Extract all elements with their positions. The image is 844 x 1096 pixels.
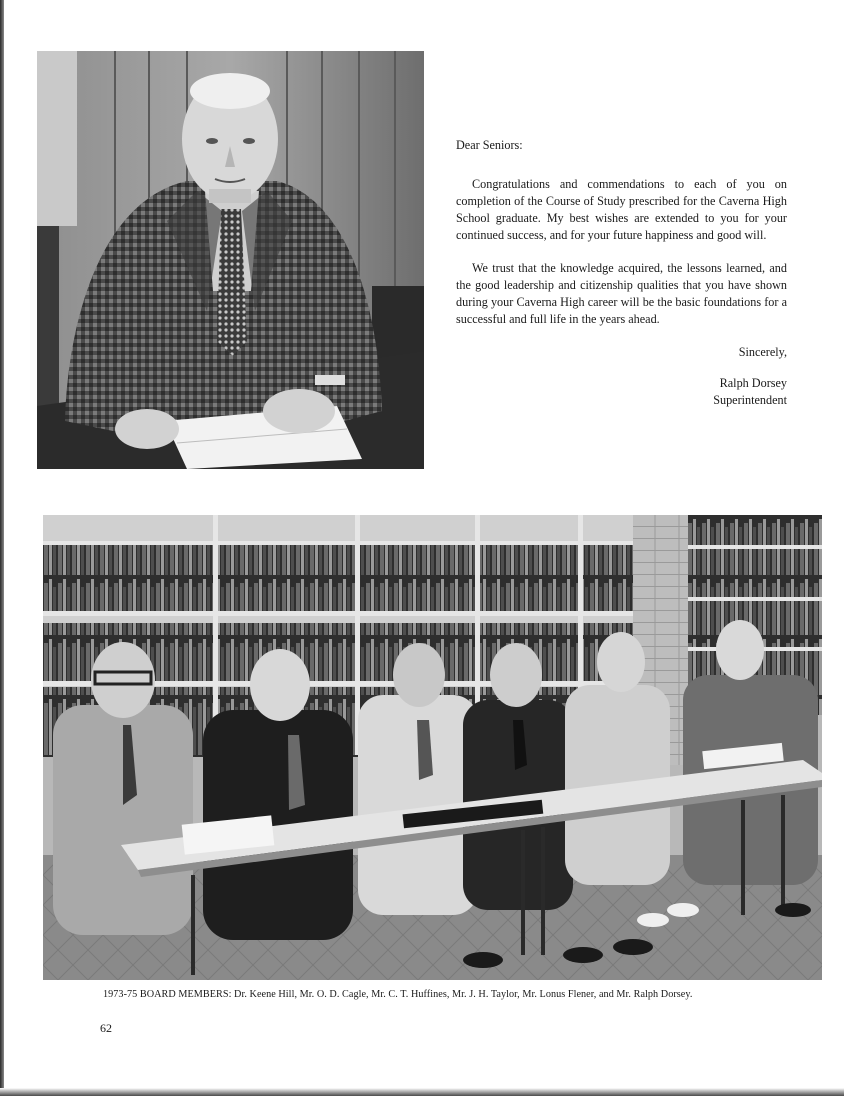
signer-name: Ralph Dorsey <box>719 376 787 390</box>
letter-paragraph-2: We trust that the knowledge acquired, the lessons learned, and the good leadership and citizenship qualities that you have shown during your Caverna High career will be the basic foundations for a successful and full life in the years ahead. <box>456 261 787 326</box>
letter-salutation: Dear Seniors: <box>456 138 523 152</box>
letter-paragraph-1: Congratulations and commendations to each of you on completion of the Course of Study prescribed for the Caverna High School graduate. My best wishes are extended to you for your continued success, and for your future happiness and good will. <box>456 177 787 242</box>
photo-caption: 1973-75 BOARD MEMBERS: Dr. Keene Hill, Mr. O. D. Cagle, Mr. C. T. Huffines, Mr. J. H. Taylor, Mr. Lonus Flener, and Mr. Ralph Dorsey. <box>103 989 693 1000</box>
signer-title: Superintendent <box>713 393 787 407</box>
superintendent-letter <box>456 137 787 409</box>
page-edge <box>0 0 4 1096</box>
letter-closing: Sincerely, <box>738 345 787 359</box>
board-members-photo <box>43 515 822 980</box>
page-number: 62 <box>100 1021 112 1035</box>
page-edge-bottom <box>0 1088 844 1096</box>
superintendent-portrait-photo <box>37 51 424 469</box>
